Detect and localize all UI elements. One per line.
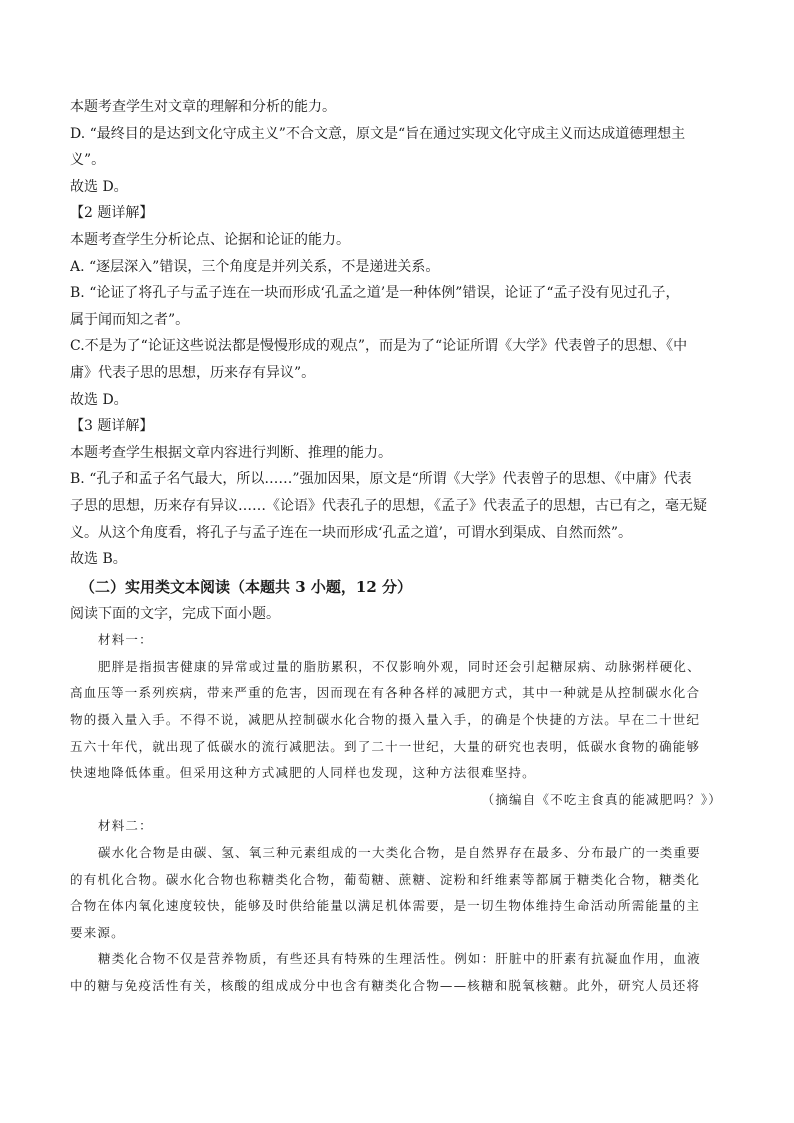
material-line: 要来源。 [70, 924, 125, 940]
material-line: 碳水化合物是由碳、氢、氧三种元素组成的一大类化合物，是自然界存在最多、分布最广的一类重要 [98, 845, 701, 861]
text-line: 本题考查学生根据文章内容进行判断、推理的能力。 [70, 444, 392, 461]
material-line: 合物在体内氧化速度较快，能够及时供给能量以满足机体需要，是一切生物体维持生命活动所需能量的主 [70, 898, 701, 914]
material-line: 的有机化合物。碳水化合物也称糖类化合物，葡萄糖、蔗糖、淀粉和纤维素等都属于糖类化合物，糖类化 [70, 871, 701, 887]
text-line: 庸》代表子思的思想，历来存有异议”。 [70, 364, 316, 381]
material-line: 肥胖是指损害健康的异常或过量的脂肪累积，不仅影响外观，同时还会引起糖尿病、动脉粥样硬化、 [98, 658, 701, 674]
material-line: 高血压等一系列疾病，带来严重的危害，因而现在有各种各样的减肥方式，其中一种就是从控制碳水化合 [70, 685, 701, 701]
text-line: C.不是为了“论证这些说法都是慢慢形成的观点”，而是为了“论证所谓《大学》代表曾子的思想、《中 [70, 338, 688, 355]
material-line: 糖类化合物不仅是营养物质，有些还具有特殊的生理活性。例如：肝脏中的肝素有抗凝血作用，血液 [98, 951, 701, 967]
text-line: 本题考查学生分析论点、论据和论证的能力。 [70, 231, 350, 248]
material-line: 五六十年代，就出现了低碳水的流行减肥法。到了二十一世纪，大量的研究也表明，低碳水食物的确能够 [70, 738, 701, 754]
material-label: 材料二： [98, 818, 153, 834]
material-two [70, 813, 724, 999]
material-label: 材料一： [98, 632, 153, 648]
text-line: 义”。 [70, 152, 106, 169]
text-line: 属于闻而知之者”。 [70, 311, 190, 328]
text-line: 子思的思想，历来存有异议……《论语》代表孔子的思想，《孟子》代表孟子的思想，古已有之，毫无疑 [70, 497, 707, 514]
material-line: 物的摄入量入手。不得不说，减肥从控制碳水化合物的摄入量入手，的确是个快捷的方法。早在二十世纪 [70, 712, 701, 728]
text-line: 故选 D。 [70, 178, 128, 195]
question-heading: 【2 题详解】 [70, 205, 154, 222]
material-line: 中的糖与免疫活性有关，核酸的组成成分中也含有糖类化合物——核糖和脱氧核糖。此外，研究人员还将 [70, 978, 701, 993]
question-heading: 【3 题详解】 [70, 418, 154, 435]
instruction: 阅读下面的文字，完成下面小题。 [70, 605, 280, 622]
material-source: （摘编自《不吃主食真的能减肥吗？》） [481, 791, 722, 807]
material-line: 快速地降低体重。但采用这种方式减肥的人同样也发现，这种方法很难坚持。 [70, 765, 536, 781]
text-line: 本题考查学生对文章的理解和分析的能力。 [70, 99, 336, 115]
text-line: B. “论证了将孔子与孟子连在一块而形成‘孔孟之道’是一种体例”错误，论证了“孟子没有见过孔子， [70, 285, 680, 302]
material-one [70, 627, 724, 813]
text-line: B. “孔子和孟子名气最大，所以……”强加因果，原文是“所谓《大学》代表曾子的思想、《中庸》代表 [70, 471, 692, 488]
text-line: 故选 D。 [70, 391, 128, 408]
text-line: 故选 B。 [70, 551, 127, 568]
answer-explanation [70, 94, 724, 573]
text-line: 义。从这个角度看，将孔子与孟子连在一块而形成‘孔孟之道’，可谓水到渠成、自然而然”。 [70, 524, 633, 541]
section-title: （二）实用类文本阅读（本题共 3 小题，12 分） [80, 577, 412, 596]
text-line: A. “逐层深入”错误，三个角度是并列关系，不是递进关系。 [70, 258, 440, 275]
text-line: D. “最终目的是达到文化守成主义”不合文意，原文是“旨在通过实现文化守成主义而达成道德理想主 [70, 125, 686, 142]
